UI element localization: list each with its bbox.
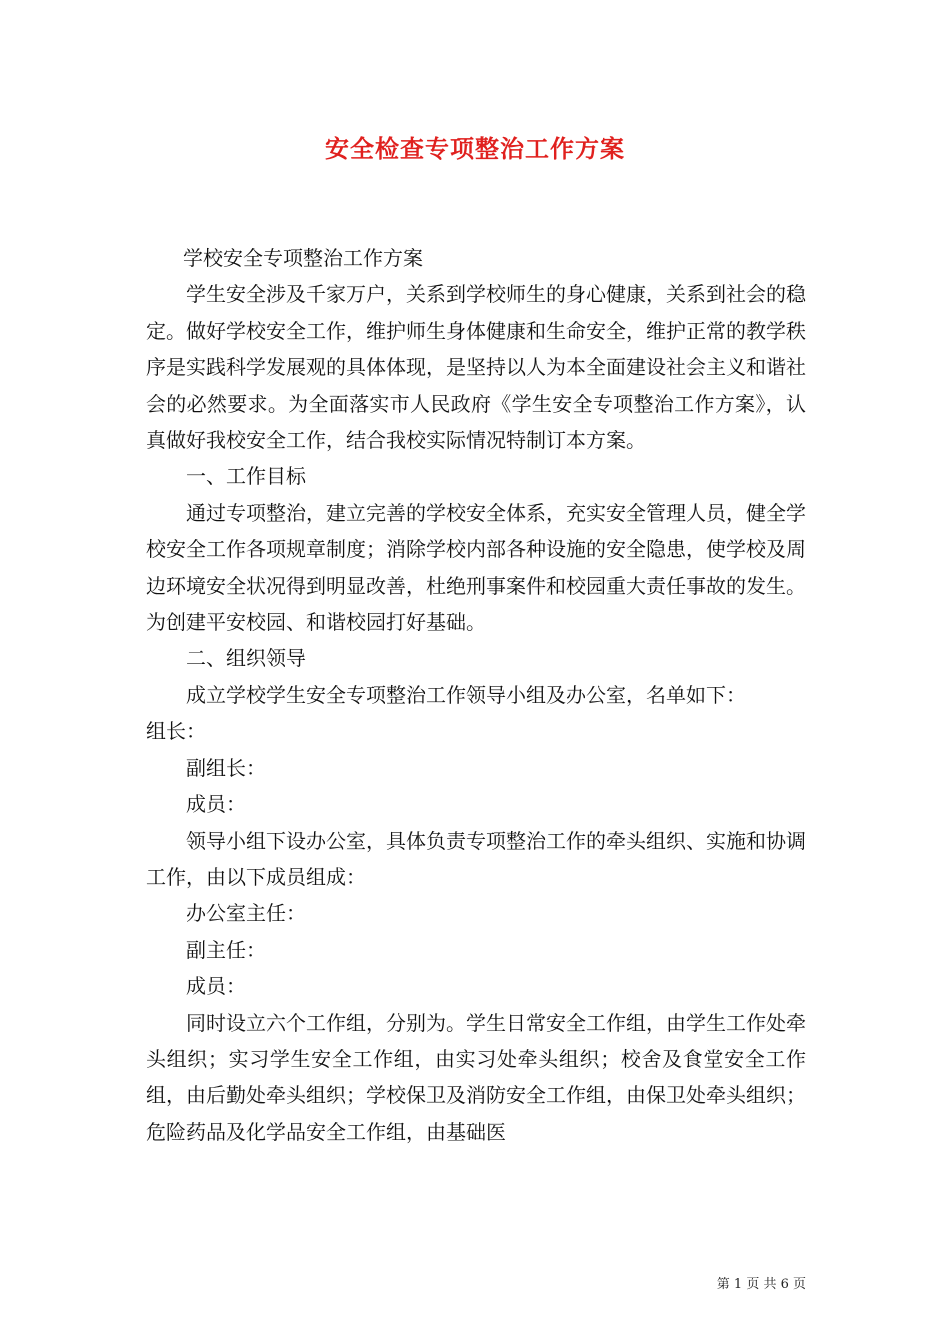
section-heading-goals: 一、工作目标 — [186, 464, 306, 489]
section-heading-organization: 二、组织领导 — [186, 646, 306, 671]
goals-paragraph: 通过专项整治，建立完善的学校安全体系，充实安全管理人员，健全学校安全工作各项规章制度；消除学校内部各种设施的安全隐患，使学校及周边环境安全状况得到明显改善，杜绝刑事案件和校园重大责任事故的发生。为创建平安校园、和谐校园打好基础。 — [146, 500, 806, 635]
intro-paragraph: 学生安全涉及千家万户，关系到学校师生的身心健康，关系到社会的稳定。做好学校安全工作，维护师生身体健康和生命安全，维护正常的教学秩序是实践科学发展观的具体体现，是坚持以人为本全面建设社会主义和谐社会的必然要求。为全面落实市人民政府《学生安全专项整治工作方案》，认真做好我校安全工作，结合我校实际情况特制订本方案。 — [146, 282, 806, 453]
office-paragraph: 领导小组下设办公室，具体负责专项整治工作的牵头组织、实施和协调工作，由以下成员组成： — [146, 828, 806, 889]
deputy-director-line: 副主任： — [186, 937, 266, 962]
office-director-line: 办公室主任： — [186, 901, 306, 926]
office-members-line: 成员： — [186, 974, 246, 999]
leader-line: 组长： — [146, 719, 206, 744]
deputy-leader-line: 副组长： — [186, 755, 266, 780]
members-line: 成员： — [186, 792, 246, 817]
working-groups-paragraph: 同时设立六个工作组，分别为。学生日常安全工作组，由学生工作处牵头组织；实习学生安全工作组，由实习处牵头组织；校舍及食堂安全工作组，由后勤处牵头组织；学校保卫及消防安全工作组，由保卫处牵头组织；危险药品及化学品安全工作组，由基础医 — [146, 1010, 806, 1144]
organization-paragraph: 成立学校学生安全专项整治工作领导小组及办公室，名单如下： — [186, 682, 746, 707]
document-title: 安全检查专项整治工作方案 — [325, 134, 625, 163]
subtitle-paragraph: 学校安全专项整治工作方案 — [183, 246, 423, 270]
document-body — [146, 240, 806, 1150]
page-indicator: 第 1 页 共 6 页 — [716, 1277, 806, 1292]
